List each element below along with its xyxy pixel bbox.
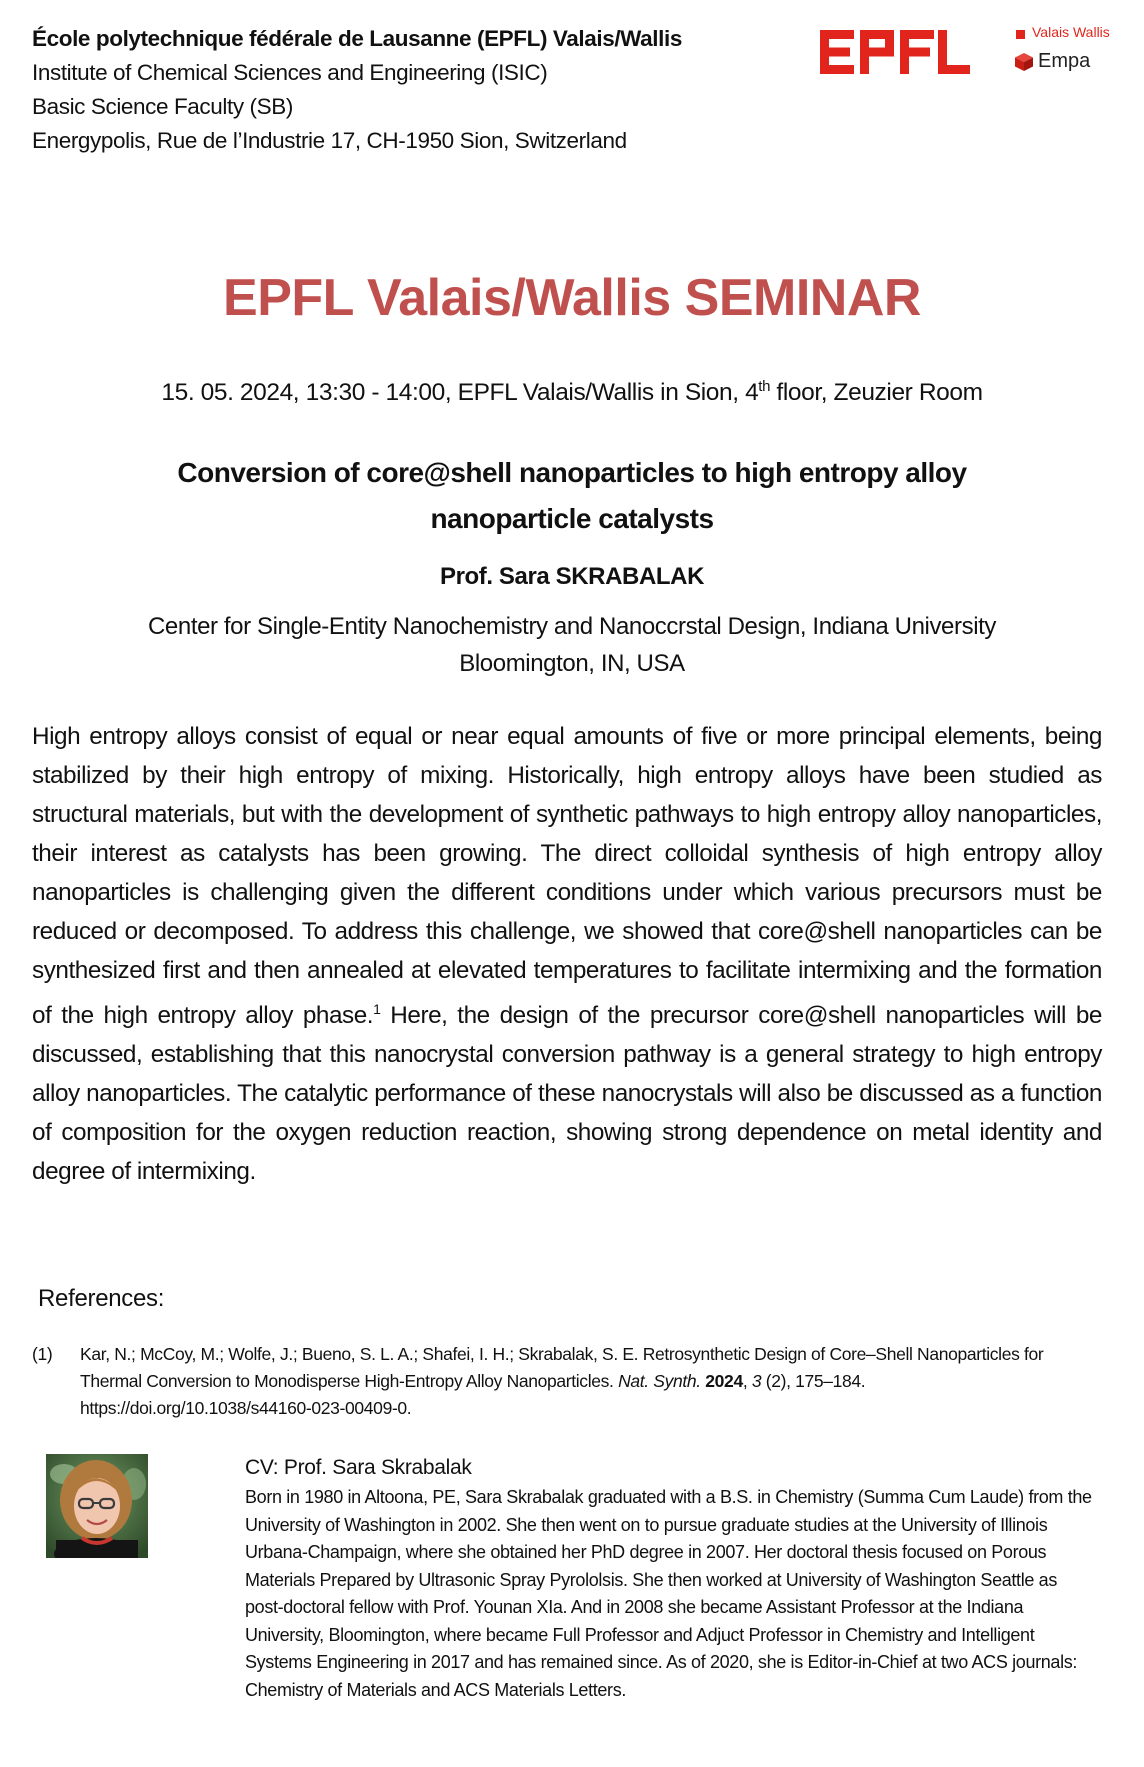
talk-title-line: Conversion of core@shell nanoparticles to high entropy alloy — [177, 457, 967, 488]
affiliation-line: Bloomington, IN, USA — [459, 650, 685, 677]
talk-title — [80, 450, 1064, 542]
abstract-text: High entropy alloys consist of equal or near equal amounts of five or more principal elements, being stabilized by their high entropy of mixing. Historically, high entropy alloys have been studied as structural materials, but with the development of synthetic pathways to high entropy alloy nanoparticles, their interest as catalysts has been growing. The direct colloidal synthesis of high entropy alloy nanoparticles is challenging given the different conditions under which various precursors must be reduced or decomposed. To address this challenge, we showed that core@shell nanoparticles can be synthesized first and then annealed at elevated temperatures to facilitate intermixing and the formation of the high entropy alloy phase. — [32, 723, 1102, 1030]
empa-cube-icon — [1014, 52, 1034, 72]
reference-year: 2024 — [705, 1371, 743, 1391]
talk-title-line: nanoparticle catalysts — [430, 503, 714, 534]
reference-pages-doi[interactable]: (2), 175–184. https://doi.org/10.1038/s44160-023-00409-0. — [80, 1371, 866, 1418]
valais-wallis-label: Valais Wallis — [1032, 24, 1110, 40]
institute-name: Institute of Chemical Sciences and Engineering (ISIC) — [32, 60, 548, 85]
speaker-affiliation — [40, 608, 1104, 682]
speaker-name: Prof. Sara SKRABALAK — [439, 563, 705, 590]
empa-label: Empa — [1038, 50, 1091, 72]
reference-volume: 3 — [751, 1371, 762, 1391]
cv-body: Born in 1980 in Altoona, PE, Sara Skrabalak graduated with a B.S. in Chemistry (Summa Cum Laude) from the University of Washington in 2002. She then went on to pursue graduate studies at the University of Illinois Urbana-Champaign, where she obtained her PhD degree in 2007. Her doctoral thesis focused on Porous Materials Prepared by Ultrasonic Spray Pyrololsis. She then worked at University of Washington Seattle as post-doctoral fellow with Prof. Younan XIa. And in 2008 she became Assistant Professor at the Indiana University, Bloomington, where became Full Professor and Adjuct Professor in Chemistry and Intelligent Systems Engineering in 2017 and has remained since. As of 2020, she is Editor-in-Chief at two ACS journals: Chemistry of Materials and ACS Materials Letters. — [245, 1487, 1092, 1700]
reference-authors-title: Kar, N.; McCoy, M.; Wolfe, J.; Bueno, S. L. A.; Shafei, I. H.; Skrabalak, S. E. Retrosynthetic Design of Core–Shell Nanoparticles for Thermal Conversion to Monodisperse High-Entropy Alloy Nanoparticles. — [80, 1344, 1044, 1391]
speaker-photo — [46, 1454, 148, 1558]
logo-square-icon — [1016, 30, 1025, 39]
reference-number: (1) — [32, 1344, 53, 1364]
reference-text: Kar, N.; McCoy, M.; Wolfe, J.; Bueno, S. L. A.; Shafei, I. H.; Skrabalak, S. E. Retrosynthetic Design of Core–Shell Nanoparticles for Thermal Conversion to Monodisperse High-Entropy Alloy Nanoparticles. Nat. Synth. 2024, 3 (2), 175–184. https://doi.org/10.1038/s44160-023-00409-0. — [80, 1344, 1044, 1418]
citation-marker: 1 — [373, 1001, 381, 1017]
affiliation-line: Center for Single-Entity Nanochemistry and Nanoccrstal Design, Indiana University — [148, 613, 996, 640]
references-heading: References: — [38, 1285, 165, 1312]
institution-name: École polytechnique fédérale de Lausanne (EPFL) Valais/Wallis — [32, 26, 682, 51]
reference-journal: Nat. Synth. — [618, 1371, 701, 1391]
date-text-suffix: floor, Zeuzier Room — [770, 379, 983, 407]
epfl-logo — [820, 30, 970, 74]
epfl-empa-logo — [820, 22, 1120, 82]
abstract-paragraph — [32, 717, 1102, 1191]
cv-title: CV: Prof. Sara Skrabalak — [245, 1456, 472, 1479]
date-superscript: th — [758, 378, 771, 395]
abstract-text-continued: Here, the design of the precursor core@shell nanoparticles will be discussed, establishing that this nanocrystal conversion pathway is a general strategy to high entropy alloy nanoparticles. The catalytic performance of these nanocrystals will also be discussed as a function of composition for the oxygen reduction reaction, showing strong dependence on metal identity and degree of intermixing. — [32, 1002, 1102, 1186]
date-text: 15. 05. 2024, 13:30 - 14:00, EPFL Valais/Wallis in Sion, 4 — [161, 379, 759, 407]
seminar-title: EPFL Valais/Wallis SEMINAR — [223, 269, 921, 327]
portrait-image — [46, 1454, 148, 1558]
faculty-name: Basic Science Faculty (SB) — [32, 94, 293, 119]
seminar-date-location — [0, 378, 1144, 407]
address: Energypolis, Rue de l’Industrie 17, CH-1950 Sion, Switzerland — [32, 128, 627, 153]
institution-header — [32, 22, 682, 158]
